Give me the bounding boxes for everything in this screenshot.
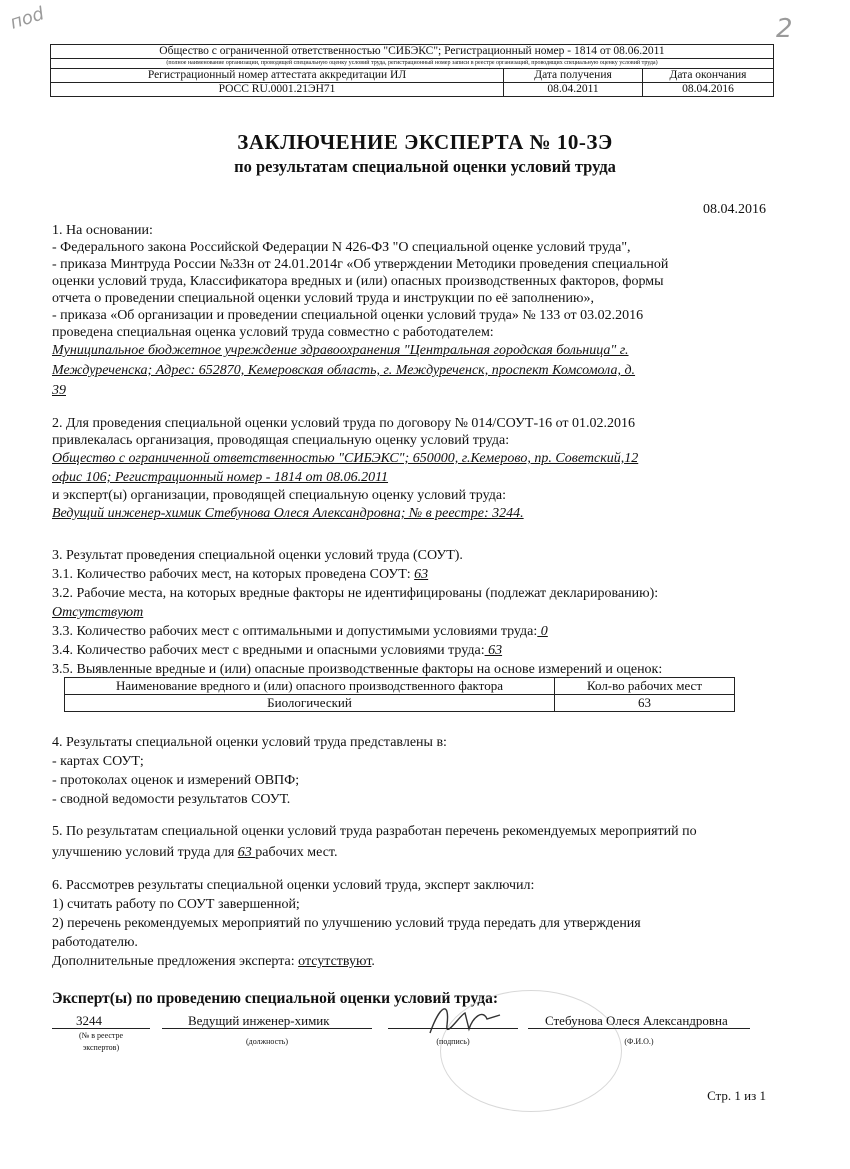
signature-line-reg [52,1028,150,1029]
header-val-accreditation: РОСС RU.0001.21ЭН71 [51,83,504,97]
factors-header-count: Кол-во рабочих мест [555,678,735,695]
caption-name: (Ф.И.О.) [624,1037,654,1046]
caption-position: (должность) [246,1037,288,1046]
caption-sign: (подпись) [436,1037,470,1046]
caption-reg-1: (№ в реестре [78,1031,124,1040]
s1-line: проведена специальная оценка условий труда совместно с работодателем: [52,325,494,340]
s3-label-4: 3.4. Количество рабочих мест с вредными и опасными условиями труда: [52,643,485,658]
s4-line: - протоколах оценок и измерений ОВПФ; [52,773,300,788]
s6-line: работодателю. [52,935,138,950]
s3-line: 3. Результат проведения специальной оценки условий труда (СОУТ). [52,548,463,563]
s5-line-2 [52,842,772,863]
s1-line: - Федерального закона Российской Федерации N 426-ФЗ "О специальной оценке условий труда", [52,240,631,255]
s3-value-4: 63 [484,643,503,658]
caption-reg [52,1030,150,1054]
section-5 [52,821,772,863]
factors-header-name: Наименование вредного и (или) опасного производственного фактора [65,678,555,695]
s3-line-3 [52,622,772,641]
s2-line: 2. Для проведения специальной оценки условий труда по договору № 014/СОУТ-16 от 01.02.2016 [52,416,636,431]
s5-label: улучшению условий труда для [52,845,238,860]
margin-note-page-number: 2 [776,14,793,44]
s5-value: 63 [237,845,256,860]
document-date: 08.04.2016 [703,202,766,217]
section-6 [52,876,772,971]
signature-line-sign [388,1028,518,1029]
s3-label-3: 3.3. Количество рабочих мест с оптимальными и допустимыми условиями труда: [52,624,538,639]
s3-line: 3.2. Рабочие места, на которых вредные факторы не идентифицированы (подлежат декларированию): [52,586,659,601]
signature-name: Стебунова Олеся Александровна [545,1013,728,1028]
s6-line-5 [52,952,772,971]
s5-label-end: рабочих мест. [255,845,338,860]
s4-line: - сводной ведомости результатов СОУТ. [52,792,291,807]
factor-name: Биологический [65,695,555,712]
page-number: Стр. 1 из 1 [707,1088,766,1103]
s3-line-1 [52,565,772,584]
s5-line: 5. По результатам специальной оценки условий труда разработан перечень рекомендуемых мероприятий по [52,824,697,839]
section-1 [52,222,772,401]
s2-line: и эксперт(ы) организации, проводящей специальную оценку условий труда: [52,488,506,503]
signature-heading: Эксперт(ы) по проведению специальной оценки условий труда: [52,990,499,1007]
employer-line: Муниципальное бюджетное учреждение здравоохранения "Центральная городская больница" г. [52,343,629,358]
signature-line-name [528,1028,750,1029]
caption-reg-2: экспертов) [82,1043,120,1052]
s4-line: 4. Результаты специальной оценки условий труда представлены в: [52,735,447,750]
section-4 [52,733,772,809]
s6-value: отсутствуют [298,954,372,969]
s1-line: - приказа «Об организации и проведении специальной оценки условий труда» № 133 от 03.02.2016 [52,308,644,323]
table-row [65,695,735,712]
header-org-caption: (полное наименование организации, проводящей специальную оценку условий труда, регистрационный номер записи в реестре организаций, проводящих специальную оценку условий труда) [51,59,774,69]
s6-period: . [371,954,375,969]
s4-line: - картах СОУТ; [52,754,144,769]
header-org-line: Общество с ограниченной ответственностью "СИБЭКС"; Регистрационный номер - 1814 от 08.06.2011 [51,45,774,59]
s3-value-1: 63 [414,567,429,582]
header-col-expiry: Дата окончания [643,69,774,83]
employer-line: 39 [52,383,66,398]
signature-position: Ведущий инженер-химик [188,1013,330,1028]
s6-line: 6. Рассмотрев результаты специальной оценки условий труда, эксперт заключил: [52,878,535,893]
header-col-received: Дата получения [504,69,643,83]
s3-line: 3.5. Выявленные вредные и (или) опасные производственные факторы на основе измерений и оценок: [52,662,663,677]
document-title: ЗАКЛЮЧЕНИЕ ЭКСПЕРТА № 10-ЗЭ [237,130,613,154]
signature-line-position [162,1028,372,1029]
section-2 [52,415,772,523]
s6-label: Дополнительные предложения эксперта: [52,954,299,969]
margin-note-top-left: поd [7,3,47,34]
s1-line: отчета о проведении специальной оценки условий труда и инструкции по её заполнению», [52,291,594,306]
s3-value-2: Отсутствуют [52,605,144,620]
expert-line: Ведущий инженер-химик Стебунова Олеся Александровна; № в реестре: 3244. [52,506,524,521]
header-col-accreditation: Регистрационный номер аттестата аккредитации ИЛ [51,69,504,83]
organization-line: Общество с ограниченной ответственностью "СИБЭКС"; 650000, г.Кемерово, пр. Советский,12 [52,451,639,466]
s6-line: 2) перечень рекомендуемых мероприятий по улучшению условий труда передать для утверждения [52,916,641,931]
s2-line: привлекалась организация, проводящая специальную оценку условий труда: [52,433,510,448]
header-table [50,44,774,97]
header-val-expiry: 08.04.2016 [643,83,774,97]
s1-line: 1. На основании: [52,223,153,238]
s1-line: - приказа Минтруда России №33н от 24.01.2014г «Об утверждении Методики проведения специальной [52,257,669,272]
header-val-received: 08.04.2011 [504,83,643,97]
organization-line: офис 106; Регистрационный номер - 1814 от 08.06.2011 [52,470,389,485]
factors-table [64,677,735,712]
section-3 [52,546,772,679]
document-subtitle: по результатам специальной оценки условий труда [234,157,616,176]
factor-count: 63 [555,695,735,712]
s3-label-1: 3.1. Количество рабочих мест, на которых проведена СОУТ: [52,567,415,582]
s1-line: оценки условий труда, Классификатора вредных и (или) опасных производственных факторов, формы [52,274,664,289]
s6-line: 1) считать работу по СОУТ завершенной; [52,897,300,912]
s3-line-4 [52,641,772,660]
employer-line: Междуреченска; Адрес: 652870, Кемеровская область, г. Междуреченск, проспект Комсомола, д. [52,363,636,378]
signature-reg-number: 3244 [76,1013,102,1028]
s3-value-3: 0 [537,624,548,639]
